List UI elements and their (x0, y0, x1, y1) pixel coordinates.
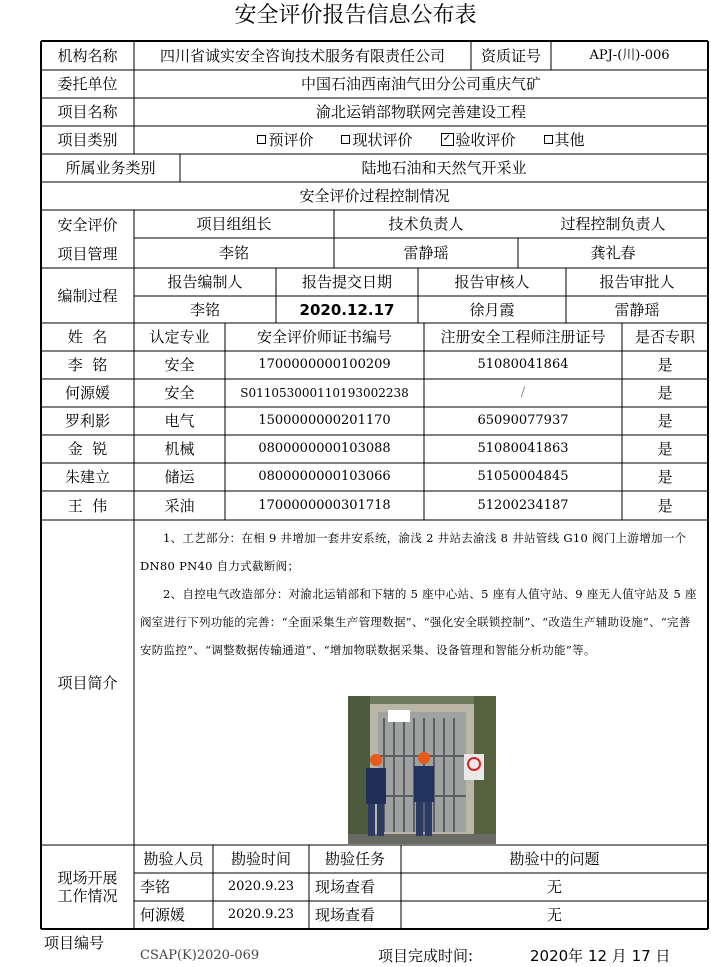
site-issue-header: 勘验中的问题 (509, 850, 600, 868)
reviewer-value: 徐月霞 (469, 300, 515, 319)
site-task-header: 勘验任务 (324, 850, 385, 868)
org-label: 机构名称 (57, 46, 118, 65)
compiler-value: 李铭 (189, 300, 220, 319)
staff-name: 金 锐 (67, 440, 108, 458)
project-type-label: 项目类别 (57, 131, 118, 149)
summary-para-2: 2、自控电气改造部分：对渝北运销部和下辖的 5 座中心站、5 座有人值守站、9 座无人值守站及 5 座阀室进行下列功能的完善：“全面采集生产管理数据”、“强化安全联锁控制”、“改造生产辅助设施”、“完善安防监控”、“调整数据传输通道”、“增加物联数据采集、设备管理和智能分析功能”等。 (140, 587, 697, 657)
option-status-eval[interactable]: 现状评价 (341, 131, 412, 149)
project-name-value: 渝北运销部物联网完善建设工程 (315, 103, 526, 121)
staff-name: 朱建立 (64, 468, 110, 486)
checkbox-icon (341, 135, 350, 144)
staff-reg-header: 注册安全工程师注册证号 (440, 328, 606, 346)
option-pre-eval[interactable]: 预评价 (257, 131, 313, 149)
completion-label: 项目完成时间: (378, 947, 474, 965)
staff-fulltime: 是 (657, 412, 673, 430)
site-time-header: 勘验时间 (230, 850, 291, 868)
staff-reg: 51050004845 (477, 469, 569, 484)
staff-fulltime: 是 (657, 440, 673, 458)
staff-cert: 1700000000301718 (258, 497, 391, 513)
staff-major: 安全 (164, 384, 195, 402)
business-label: 所属业务类别 (65, 159, 156, 177)
summary-text (140, 524, 700, 664)
staff-reg: 51200234187 (477, 497, 569, 513)
reviewer-header: 报告审核人 (454, 273, 530, 291)
staff-fulltime: 是 (657, 496, 673, 515)
site-label-1: 现场开展 (57, 869, 118, 887)
role-process: 过程控制负责人 (560, 215, 666, 233)
staff-reg: 51080041863 (477, 441, 569, 456)
cert-value: APJ-(川)-006 (589, 47, 670, 63)
summary-para-1: 1、工艺部分：在相 9 井增加一套井安系统，渝浅 2 井站去渝浅 8 井站管线 G10 阀门上游增加一个 DN80 PN40 自力式截断阀； (140, 531, 687, 573)
checkbox-checked-icon: ✓ (441, 133, 454, 146)
staff-fulltime: 是 (657, 468, 673, 486)
project-code-label: 项目编号 (44, 934, 105, 952)
project-name-label: 项目名称 (57, 103, 118, 121)
approver-value: 雷静瑶 (614, 300, 660, 319)
staff-reg: 65090077937 (477, 413, 569, 428)
compilation-label: 编制过程 (57, 286, 118, 305)
option-acceptance-eval[interactable]: ✓ 验收评价 (441, 131, 516, 149)
staff-major: 机械 (164, 440, 195, 458)
submit-date-value: 2020.12.17 (299, 300, 395, 319)
completion-date: 2020年 12 月 17 日 (530, 947, 671, 965)
name-process: 龚礼春 (590, 244, 636, 262)
staff-name-header: 姓 名 (67, 328, 108, 346)
role-leader: 项目组组长 (196, 215, 272, 233)
page-title: 安全评价报告信息公布表 (234, 3, 477, 28)
site-person: 何源媛 (140, 906, 186, 924)
staff-major: 储运 (164, 468, 195, 486)
project-code-value: CSAP(K)2020-069 (140, 948, 260, 963)
site-task: 现场查看 (315, 878, 376, 896)
staff-major: 采油 (164, 496, 195, 515)
staff-name: 何源媛 (64, 384, 110, 402)
site-time: 2020.9.23 (227, 879, 295, 894)
site-label-2: 工作情况 (57, 887, 118, 905)
name-tech: 雷静瑶 (403, 244, 449, 262)
project-type-options (134, 126, 708, 154)
site-person-header: 勘验人员 (143, 850, 204, 868)
management-label-1: 安全评价 (57, 215, 118, 234)
staff-cert: 0800000000103088 (258, 441, 391, 456)
site-photo (348, 696, 496, 844)
org-value: 四川省诚实安全咨询技术服务有限责任公司 (159, 46, 445, 65)
client-value: 中国石油西南油气田分公司重庆气矿 (300, 75, 541, 93)
staff-major: 电气 (164, 412, 195, 430)
staff-name: 王 伟 (67, 496, 108, 515)
submit-date-header: 报告提交日期 (301, 273, 392, 291)
approver-header: 报告审批人 (599, 273, 675, 291)
staff-fulltime: 是 (657, 356, 673, 374)
staff-reg: / (520, 385, 526, 400)
staff-name: 罗利影 (64, 412, 110, 430)
checkbox-icon (257, 135, 266, 144)
site-issue: 无 (546, 878, 562, 896)
staff-cert: 1500000000201170 (258, 413, 391, 428)
client-label: 委托单位 (57, 75, 118, 93)
cert-label: 资质证号 (480, 46, 541, 65)
staff-cert: 1700000000100209 (258, 357, 391, 372)
name-leader: 李铭 (218, 244, 249, 262)
staff-reg: 51080041864 (477, 357, 569, 372)
summary-label: 项目简介 (57, 673, 118, 692)
checkbox-icon (544, 135, 553, 144)
business-value: 陆地石油和天然气开采业 (361, 159, 527, 177)
staff-name: 李 铭 (67, 356, 108, 374)
staff-fulltime: 是 (657, 384, 673, 402)
staff-fulltime-header: 是否专职 (634, 328, 695, 346)
process-header: 安全评价过程控制情况 (299, 187, 450, 205)
site-time: 2020.9.23 (227, 907, 295, 922)
staff-major: 安全 (164, 356, 195, 374)
compiler-header: 报告编制人 (167, 273, 243, 291)
staff-cert: S011053000110193002238 (240, 386, 409, 400)
staff-major-header: 认定专业 (149, 328, 210, 346)
staff-cert-header: 安全评价师证书编号 (256, 328, 392, 346)
role-tech: 技术负责人 (388, 215, 464, 233)
site-issue: 无 (546, 906, 562, 924)
management-label-2: 项目管理 (57, 244, 118, 263)
option-other[interactable]: 其他 (544, 131, 585, 149)
staff-cert: 0800000000103066 (258, 469, 391, 484)
site-person: 李铭 (140, 878, 171, 896)
site-task: 现场查看 (315, 906, 376, 924)
